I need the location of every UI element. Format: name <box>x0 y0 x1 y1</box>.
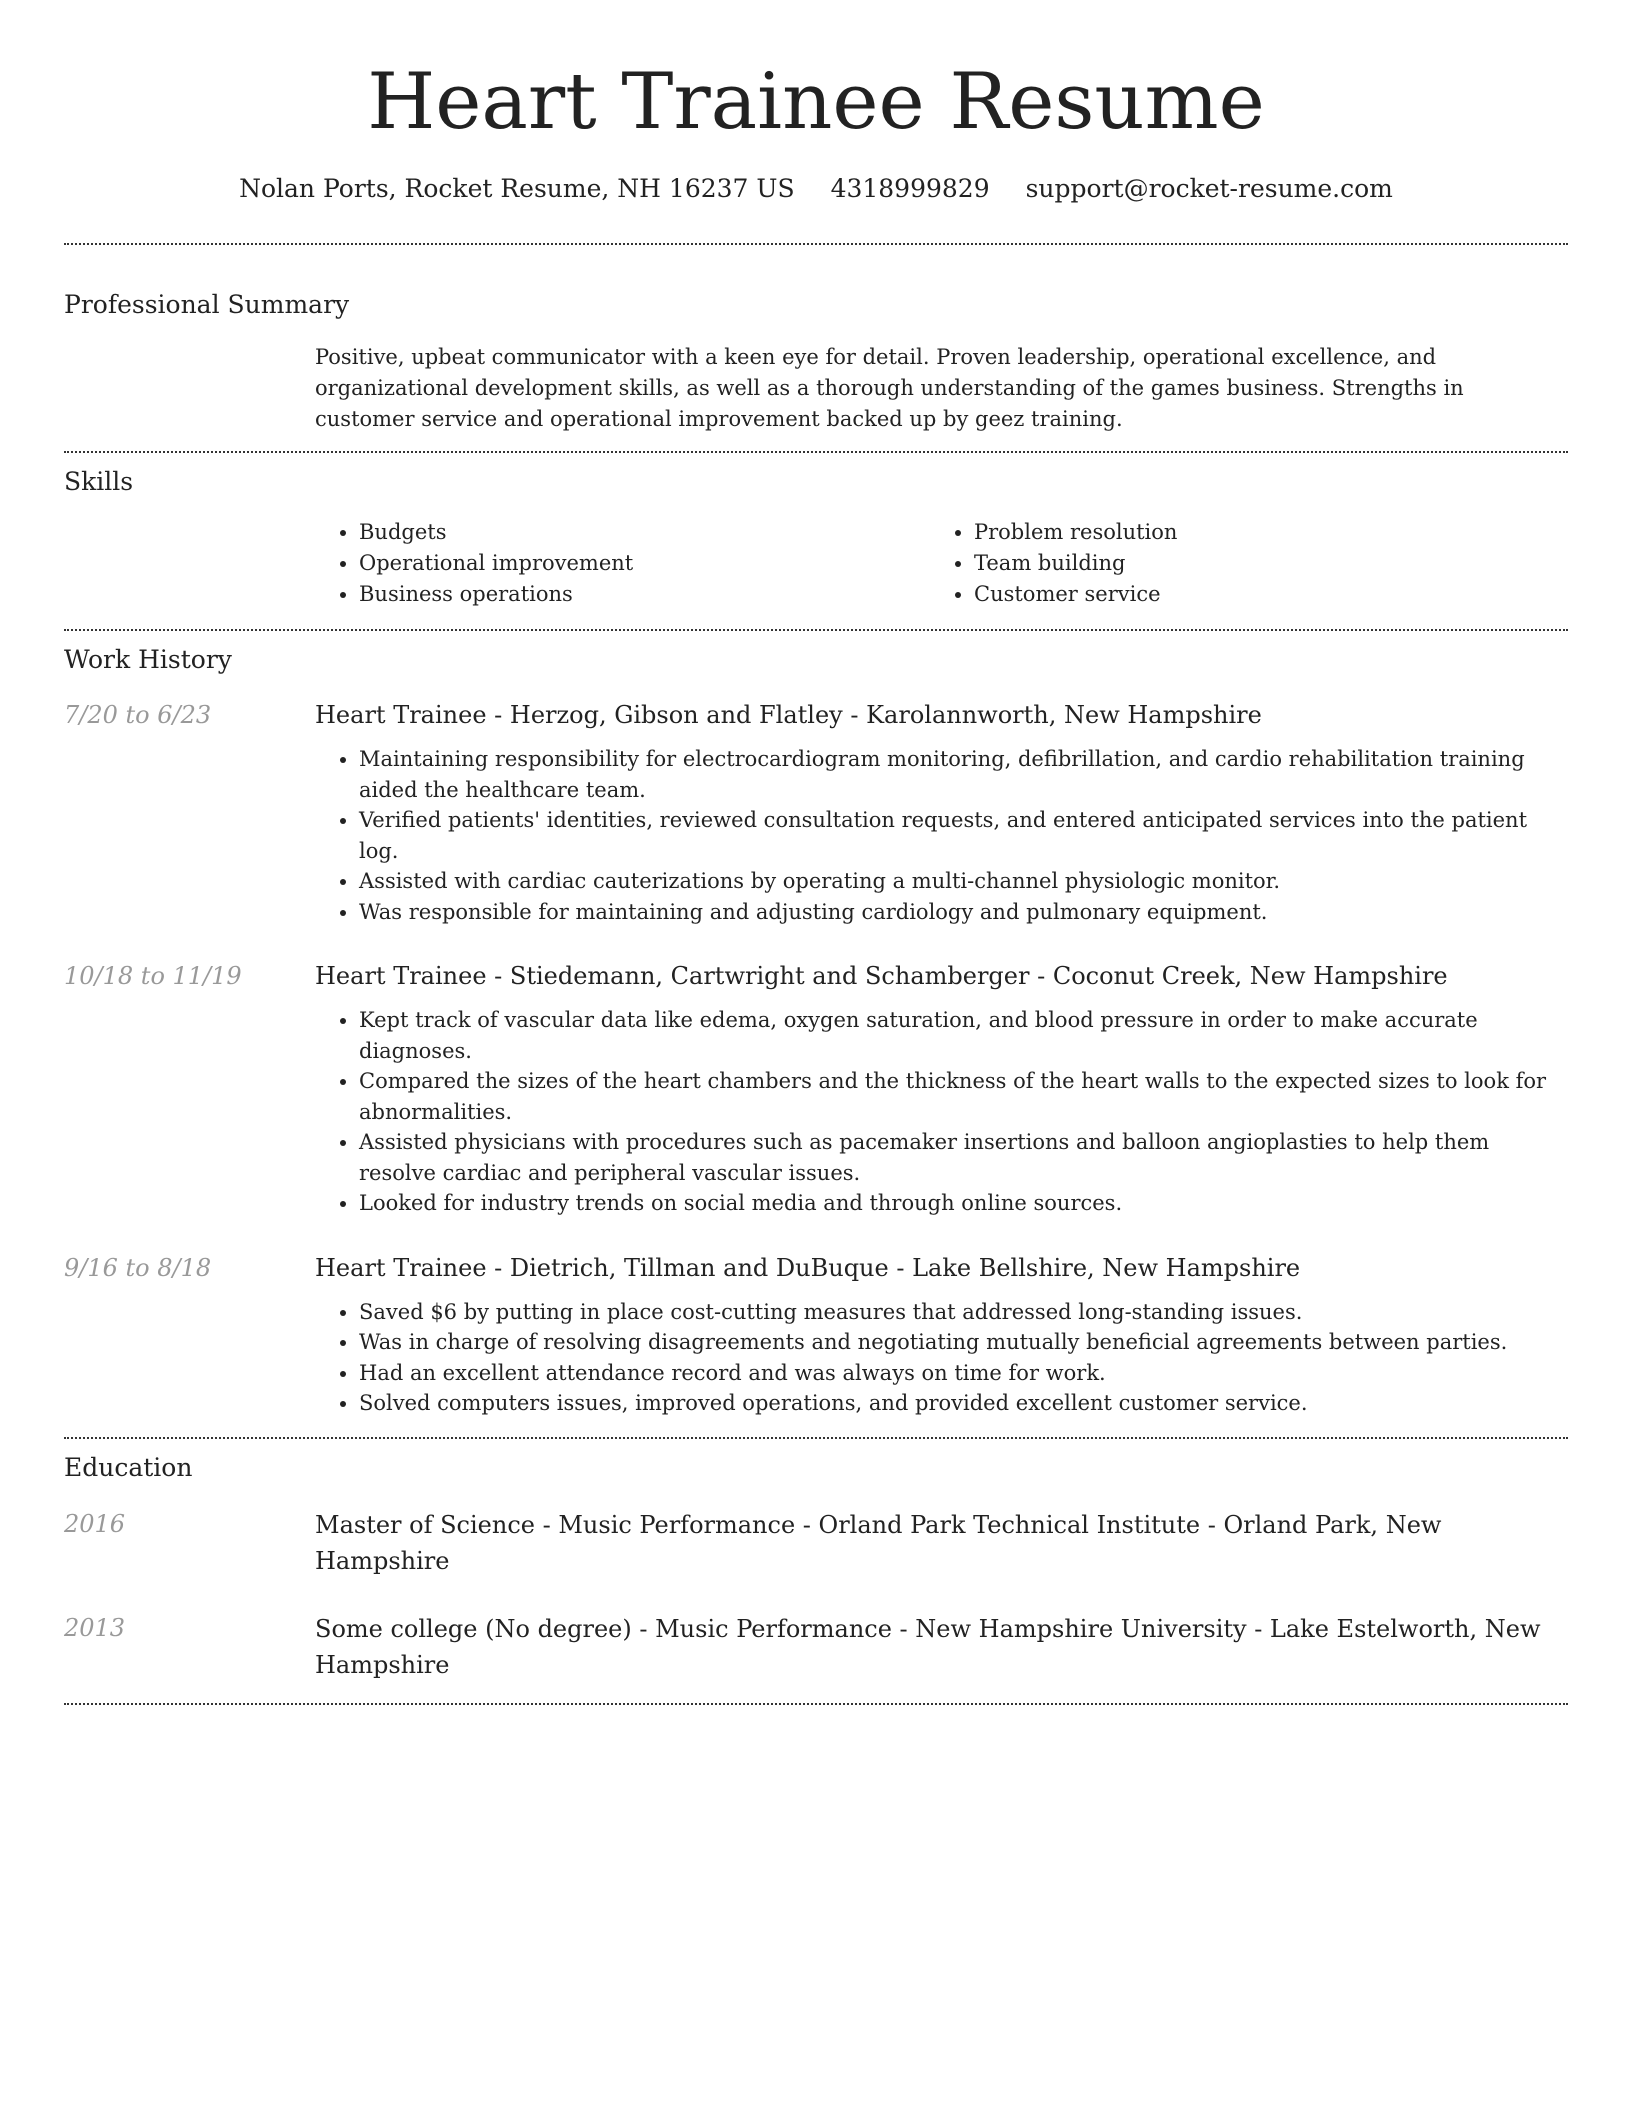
contact-address: Nolan Ports, Rocket Resume, NH 16237 US <box>239 174 795 203</box>
job-title: Heart Trainee <box>315 1253 487 1282</box>
skills-list-left <box>315 517 930 610</box>
job-bullets <box>315 744 1568 927</box>
skill-item: • Problem resolution <box>974 517 1545 548</box>
job-entry <box>64 959 1568 1219</box>
divider <box>64 629 1568 631</box>
divider <box>64 451 1568 453</box>
education-body <box>315 1507 1568 1579</box>
job-entry <box>64 698 1568 927</box>
summary-text: Positive, upbeat communicator with a keen eye for detail. Proven leadership, operational excellence, and organizational development skills, as well as a thorough understanding of the games business. Strengths in customer service and operational improvement backed up by geez training. <box>315 345 1464 431</box>
job-dates: 7/20 to 6/23 <box>64 701 212 729</box>
job-bullet: • Compared the sizes of the heart chambers and the thickness of the heart walls to the expected sizes to look for abnormalities. <box>359 1066 1568 1127</box>
contact-phone: 4318999829 <box>830 174 990 203</box>
job-dates: 9/16 to 8/18 <box>64 1253 212 1282</box>
resume-page <box>64 0 1568 1705</box>
education-degree: Master of Science - Music Performance <box>315 1510 796 1539</box>
skills-left-spacer <box>64 517 315 610</box>
job-body <box>315 698 1568 927</box>
job-title: Heart Trainee <box>315 701 487 729</box>
job-heading <box>315 698 1568 732</box>
job-bullet: • Solved computers issues, improved operations, and provided excellent customer service. <box>359 1388 1568 1419</box>
education-body <box>315 1611 1568 1683</box>
skills-section <box>64 465 1568 610</box>
job-detail: - Dietrich, Tillman and DuBuque - Lake Bellshire, New Hampshire <box>486 1253 1301 1282</box>
skill-item: • Team building <box>974 548 1545 579</box>
job-bullet: • Was in charge of resolving disagreements and negotiating mutually beneficial agreements between parties. <box>359 1327 1568 1358</box>
work-heading: Work History <box>64 645 232 674</box>
job-heading <box>315 959 1568 993</box>
job-bullet: • Saved $6 by putting in place cost-cutting measures that addressed long-standing issues. <box>359 1297 1568 1328</box>
summary-left-spacer <box>64 342 315 435</box>
education-year: 2013 <box>64 1613 126 1642</box>
divider <box>64 243 1568 245</box>
education-detail: - Orland Park Technical Institute - Orland Park, New Hampshire <box>315 1510 1442 1575</box>
job-bullet: • Looked for industry trends on social media and through online sources. <box>359 1188 1568 1219</box>
job-body <box>315 959 1568 1219</box>
job-dates: 10/18 to 11/19 <box>64 962 242 990</box>
job-bullet: • Had an excellent attendance record and was always on time for work. <box>359 1358 1568 1389</box>
skills-list-right <box>930 517 1545 610</box>
job-bullet: • Maintaining responsibility for electrocardiogram monitoring, defibrillation, and cardio rehabilitation training aided the healthcare team. <box>359 744 1568 805</box>
summary-row <box>64 342 1568 435</box>
job-detail: - Stiedemann, Cartwright and Schamberger - Coconut Creek, New Hampshire <box>486 962 1448 990</box>
divider <box>64 1437 1568 1439</box>
skills-lists <box>315 517 1568 610</box>
job-bullets <box>315 1297 1568 1419</box>
contact-line <box>64 172 1568 206</box>
education-section <box>64 1451 1568 1683</box>
skill-item: • Business operations <box>359 579 930 610</box>
contact-email: support@rocket-resume.com <box>1025 174 1393 203</box>
summary-body <box>315 342 1568 435</box>
skill-item: • Operational improvement <box>359 548 930 579</box>
job-body <box>315 1251 1568 1419</box>
resume-title: Heart Trainee Resume <box>367 57 1265 147</box>
summary-heading: Professional Summary <box>64 290 350 319</box>
job-bullet: • Assisted with cardiac cauterizations by operating a multi-channel physiologic monitor. <box>359 866 1568 897</box>
education-detail: - New Hampshire University - Lake Estelworth, New Hampshire <box>315 1614 1541 1679</box>
skills-row <box>64 517 1568 610</box>
divider <box>64 1703 1568 1705</box>
job-bullet: • Kept track of vascular data like edema, oxygen saturation, and blood pressure in order to make accurate diagnoses. <box>359 1005 1568 1066</box>
work-section <box>64 643 1568 1419</box>
skill-item: • Budgets <box>359 517 930 548</box>
summary-section <box>64 288 1568 435</box>
education-entry <box>64 1507 1568 1579</box>
education-entry <box>64 1611 1568 1683</box>
job-title: Heart Trainee <box>315 962 487 990</box>
job-bullets <box>315 1005 1568 1219</box>
job-entry <box>64 1251 1568 1419</box>
job-detail: - Herzog, Gibson and Flatley - Karolannworth, New Hampshire <box>486 701 1262 729</box>
education-heading: Education <box>64 1452 193 1482</box>
skill-item: • Customer service <box>974 579 1545 610</box>
job-bullet: • Assisted physicians with procedures such as pacemaker insertions and balloon angioplasties to help them resolve cardiac and peripheral vascular issues. <box>359 1127 1568 1188</box>
job-heading <box>315 1251 1568 1285</box>
education-year: 2016 <box>64 1509 126 1538</box>
job-bullet: • Was responsible for maintaining and adjusting cardiology and pulmonary equipment. <box>359 897 1568 928</box>
education-degree: Some college (No degree) - Music Performance <box>315 1614 892 1643</box>
skills-heading: Skills <box>64 467 134 496</box>
job-bullet: • Verified patients' identities, reviewed consultation requests, and entered anticipated services into the patient log. <box>359 805 1568 866</box>
